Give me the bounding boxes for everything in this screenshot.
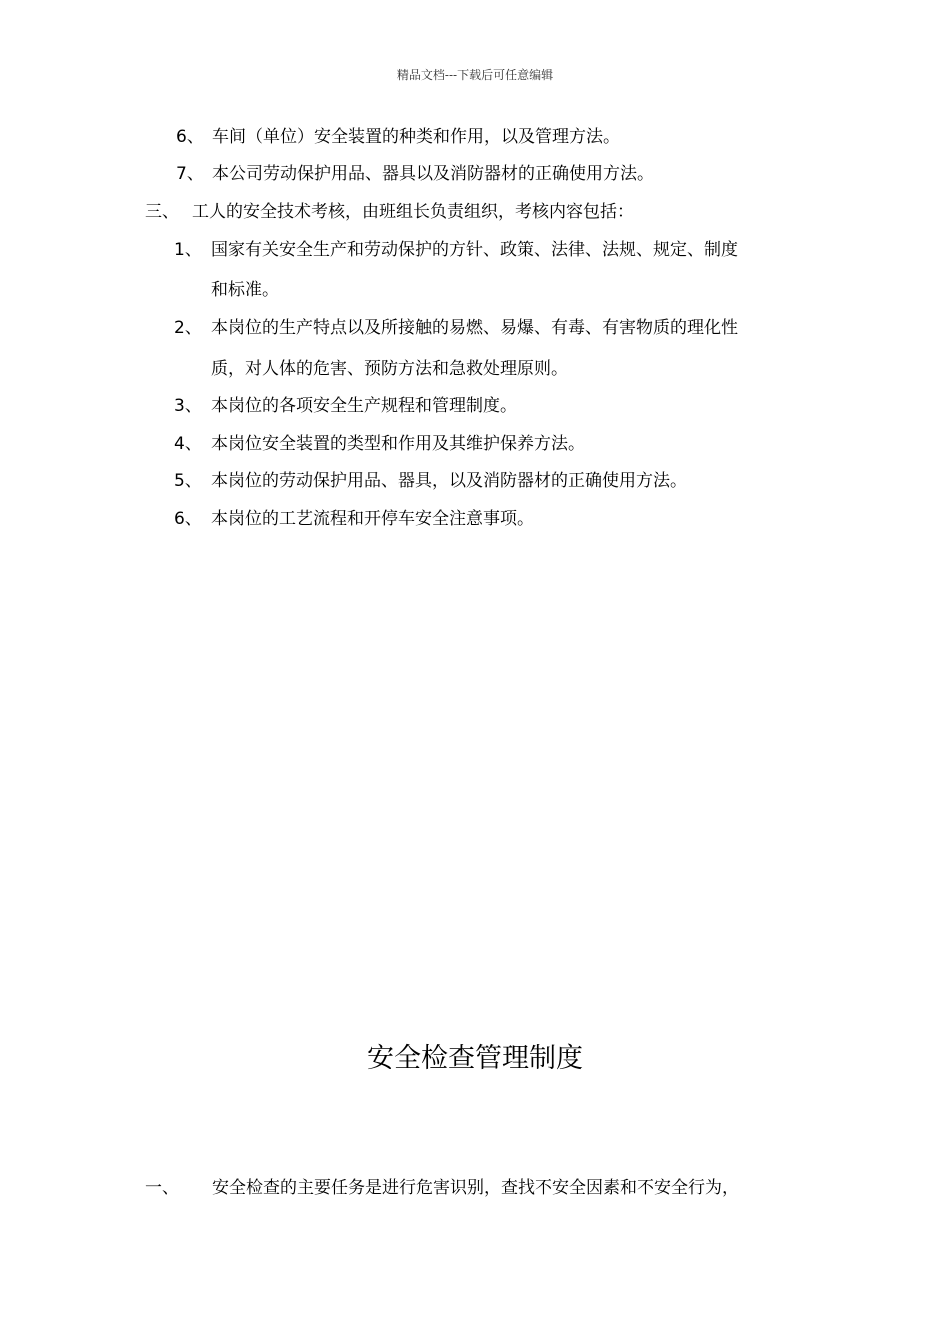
item-number: 7、: [176, 164, 204, 184]
item-number: 6、: [176, 127, 204, 147]
item-text: 本岗位的各项安全生产规程和管理制度。: [211, 396, 517, 416]
page-header: 精品文档---下载后可任意编辑: [396, 68, 554, 82]
section-title: 安全检查管理制度: [367, 1043, 583, 1074]
item-number: 6、: [174, 509, 202, 529]
item-text: 质，对人体的危害、预防方法和急救处理原则。: [211, 359, 568, 379]
section-number: 一、: [145, 1178, 179, 1198]
item-text: 本公司劳动保护用品、器具以及消防器材的正确使用方法。: [212, 164, 654, 184]
item-number: 2、: [174, 318, 202, 338]
item-text: 国家有关安全生产和劳动保护的方针、政策、法律、法规、规定、制度: [211, 240, 738, 260]
section-text: 安全检查的主要任务是进行危害识别，查找不安全因素和不安全行为，: [212, 1178, 739, 1198]
section-text: 工人的安全技术考核，由班组长负责组织，考核内容包括：: [192, 202, 634, 222]
item-text: 和标准。: [211, 280, 279, 300]
item-number: 3、: [174, 396, 202, 416]
item-text: 车间（单位）安全装置的种类和作用，以及管理方法。: [212, 127, 620, 147]
item-number: 1、: [174, 240, 202, 260]
section-number: 三、: [145, 202, 179, 222]
item-number: 5、: [174, 471, 202, 491]
item-text: 本岗位的劳动保护用品、器具，以及消防器材的正确使用方法。: [211, 471, 687, 491]
item-text: 本岗位安全装置的类型和作用及其维护保养方法。: [211, 434, 585, 454]
item-text: 本岗位的工艺流程和开停车安全注意事项。: [211, 509, 534, 529]
item-number: 4、: [174, 434, 202, 454]
item-text: 本岗位的生产特点以及所接触的易燃、易爆、有毒、有害物质的理化性: [211, 318, 738, 338]
